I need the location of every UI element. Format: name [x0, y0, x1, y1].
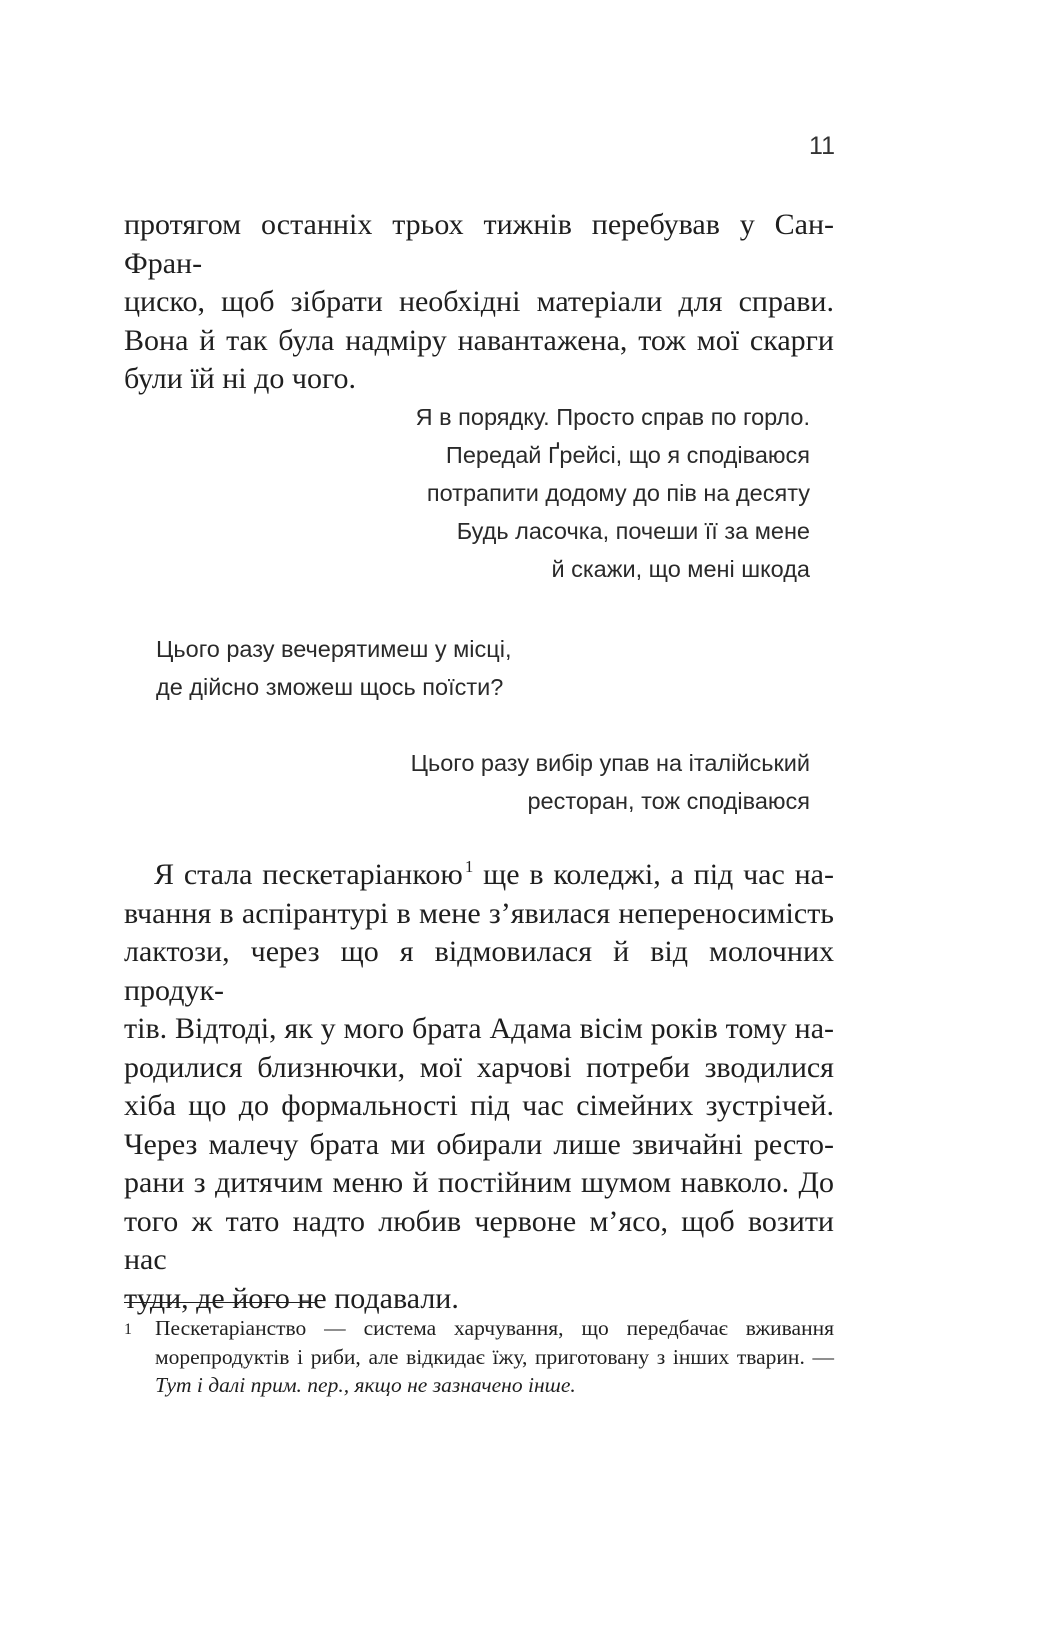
footnote-divider — [124, 1302, 316, 1303]
text-line: туди, де його не подавали. — [124, 1281, 459, 1315]
text-line: Через малечу брата ми обирали лише звичайні ресто- — [124, 1127, 834, 1161]
text-fragment: Я стала пескетаріанкою — [154, 858, 463, 891]
message-line: й скажи, що мені шкода — [551, 556, 810, 582]
text-line: тів. Відтоді, як у мого брата Адама вісім років тому на- — [124, 1012, 834, 1045]
footnote-italic-text: Тут і далі прим. пер., якщо не зазначено інше. — [155, 1373, 576, 1397]
message-received-1 — [156, 630, 511, 706]
footnote-text — [155, 1314, 834, 1400]
footnote — [124, 1314, 834, 1400]
message-line: де дійсно зможеш щось поїсти? — [156, 674, 504, 700]
message-line: Будь ласочка, почеши її за мене — [456, 518, 810, 544]
message-sent-1 — [416, 398, 810, 588]
message-line: Цього разу вибір упав на італійський — [410, 750, 810, 776]
text-line — [124, 856, 834, 895]
footnote-line: Пескетаріанство — система харчування, що передбачає вживання — [155, 1316, 834, 1340]
paragraph-top — [124, 206, 834, 399]
footnote-number: 1 — [124, 1321, 132, 1338]
message-line: ресторан, тож сподіваюся — [527, 788, 810, 814]
message-line: Я в порядку. Просто справ по горло. — [415, 404, 810, 430]
message-line: Цього разу вечерятимеш у місці, — [156, 636, 512, 662]
footnote-line: морепродуктів і риби, але відкидає їжу, приготовану з інших тварин. — — [155, 1344, 834, 1369]
text-line: хіба що до формальності під час сімейних зустрічей. — [124, 1089, 834, 1122]
text-line: того ж тато надто любив червоне м’ясо, щоб возити нас — [124, 1204, 834, 1276]
text-line: родилися близнючки, мої харчові потреби зводилися — [124, 1050, 834, 1084]
text-line: вчання в аспірантурі в мене з’явилася непереносимість — [124, 896, 834, 930]
text-fragment: ще в коледжі, а під час на- — [473, 858, 834, 891]
text-line: лактози, через що я відмовилася й від молочних продук- — [124, 935, 834, 1007]
text-line: протягом останніх трьох тижнів перебував у Сан-Фран- — [124, 208, 834, 280]
message-sent-2 — [411, 744, 810, 820]
text-line: були їй ні до чого. — [124, 362, 357, 395]
text-line: рани з дитячим меню й постійним шумом навколо. До — [124, 1166, 834, 1199]
text-line: циско, щоб зібрати необхідні матеріали для справи. — [124, 285, 834, 318]
paragraph-main — [124, 856, 834, 1318]
footnote-reference[interactable]: 1 — [464, 857, 474, 876]
footnote-line — [155, 1371, 834, 1400]
message-line: Передай Ґрейсі, що я сподіваюся — [445, 442, 810, 468]
page-number: 11 — [809, 132, 835, 160]
text-line: Вона й так була надміру навантажена, тож мої скарги — [124, 323, 834, 357]
message-line: потрапити додому до пів на десяту — [426, 480, 810, 506]
